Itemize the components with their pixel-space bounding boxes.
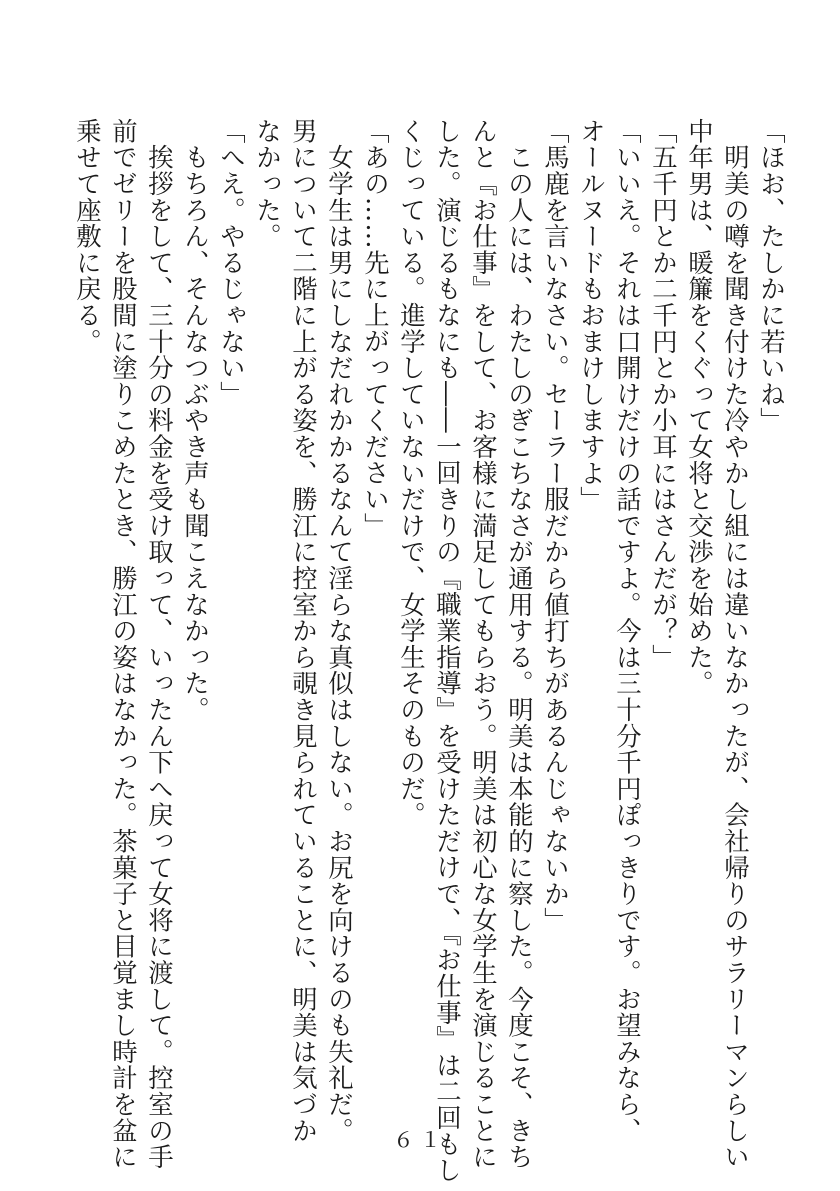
text-line: 「ほお、たしかに若いね」 xyxy=(757,118,787,434)
text-line: なかった。 xyxy=(253,118,283,250)
text-line: くじっている。進学していないだけで、女学生そのものだ。 xyxy=(397,118,427,829)
text-line: 前でゼリーを股間に塗りこめたとき、勝江の姿はなかった。茶菓子と目覚まし時計を盆に xyxy=(109,118,139,1170)
text-line: 「へえ。やるじゃない」 xyxy=(217,118,247,408)
text-line: んと『お仕事』をして、お客様に満足してもらおう。明美は初心な女学生を演じることに xyxy=(469,118,499,1170)
text-line: もちろん、そんなつぶやき声も聞こえなかった。 xyxy=(181,118,211,723)
text-line: 「いいえ。それは口開けだけの話ですよ。今は三十分千円ぽっきりです。お望みなら、 xyxy=(613,118,643,1144)
text-line: 「五千円とか二千円とか小耳にはさんだが？」 xyxy=(649,118,679,671)
text-line: この人には、わたしのぎこちなさが通用する。明美は本能的に察した。今度こそ、きち xyxy=(505,118,535,1170)
text-line: 挨拶をして、三十分の料金を受け取って、いったん下へ戻って女将に渡して。控室の手 xyxy=(145,118,175,1170)
text-line: 乗せて座敷に戻る。 xyxy=(73,118,103,355)
text-line: オールヌードもおまけしますよ」 xyxy=(577,118,607,513)
page-number: ６１ xyxy=(393,1128,447,1152)
text-line: 「馬鹿を言いなさい。セーラー服だから値打ちがあるんじゃないか」 xyxy=(541,118,571,934)
text-line: 中年男は、暖簾をくぐって女将と交渉を始めた。 xyxy=(685,118,715,697)
text-line: 女学生は男にしなだれかかるなんて淫らな真似はしない。お尻を向けるのも失礼だ。 xyxy=(325,118,355,1144)
text-line: 男について二階に上がる姿を、勝江に控室から覗き見られていることに、明美は気づか xyxy=(289,118,319,1144)
text-line: した。演じるもなにも――一回きりの『職業指導』を受けただけで、『お仕事』は二回もし xyxy=(433,118,463,1184)
text-line: 「あの……先に上がってください」 xyxy=(361,118,391,539)
text-line: 明美の噂を聞き付けた冷やかし組には違いなかったが、会社帰りのサラリーマンらしい xyxy=(721,118,751,1170)
